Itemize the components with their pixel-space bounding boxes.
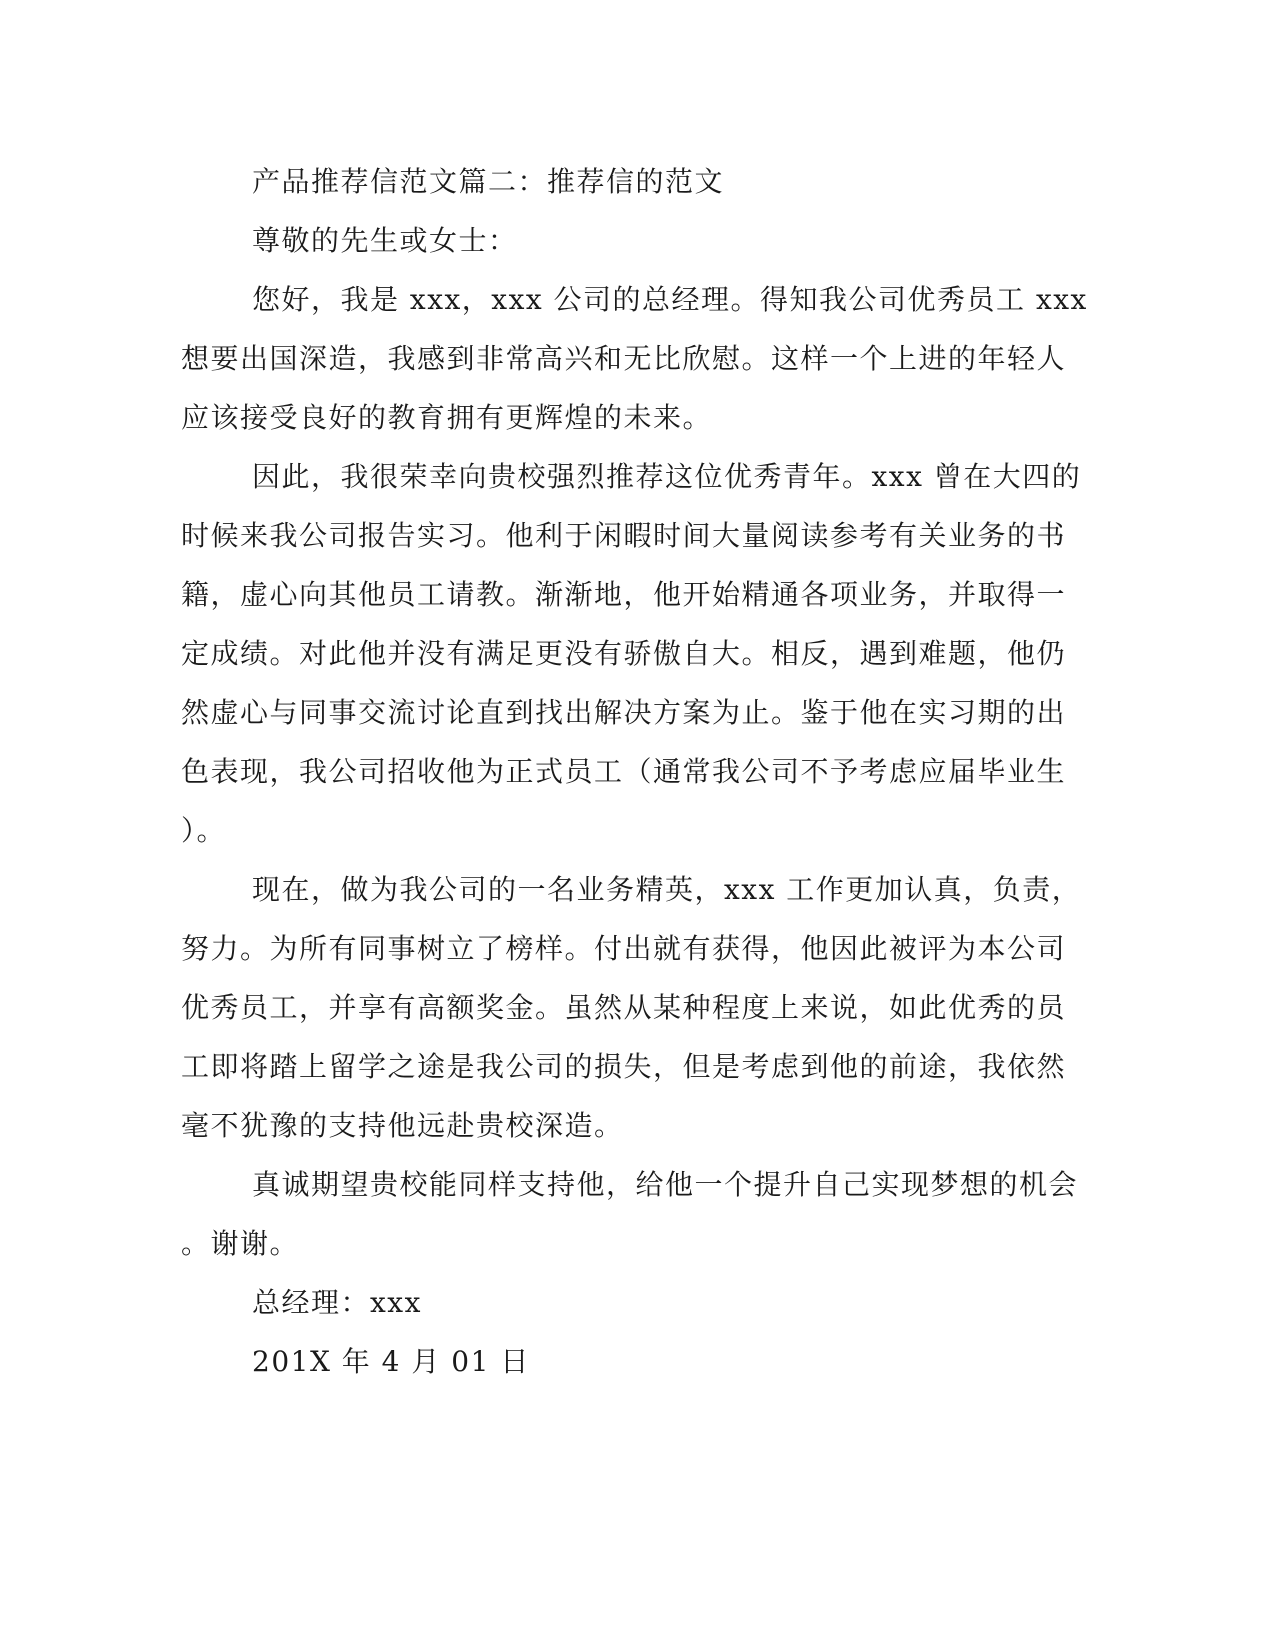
document-title: 产品推荐信范文篇二：推荐信的范文 xyxy=(252,165,725,198)
letter-body xyxy=(181,152,1088,1391)
paragraph-line: 然虚心与同事交流讨论直到找出解决方案为止。鉴于他在实习期的出 xyxy=(181,696,1067,729)
paragraph-line: 毫不犹豫的支持他远赴贵校深造。 xyxy=(181,1109,624,1142)
paragraph-line: 努力。为所有同事树立了榜样。付出就有获得，他因此被评为本公司 xyxy=(181,932,1067,965)
paragraph-line: 定成绩。对此他并没有满足更没有骄傲自大。相反，遇到难题，他仍 xyxy=(181,637,1067,670)
paragraph-closing xyxy=(181,1155,1079,1273)
salutation: 尊敬的先生或女士： xyxy=(252,224,518,257)
paragraph-line: 想要出国深造，我感到非常高兴和无比欣慰。这样一个上进的年轻人 xyxy=(181,342,1067,375)
paragraph-current-role xyxy=(181,860,1082,1155)
signature: 总经理：xxx xyxy=(252,1286,422,1319)
date: 201X 年 4 月 01 日 xyxy=(252,1345,530,1378)
paragraph-greeting xyxy=(181,270,1088,447)
paragraph-line: 。谢谢。 xyxy=(181,1227,300,1260)
paragraph-recommendation xyxy=(181,447,1082,860)
paragraph-line: 时候来我公司报告实习。他利于闲暇时间大量阅读参考有关业务的书 xyxy=(181,519,1067,552)
paragraph-line: 色表现，我公司招收他为正式员工（通常我公司不予考虑应届毕业生 xyxy=(181,755,1067,788)
paragraph-line: 真诚期望贵校能同样支持他，给他一个提升自己实现梦想的机会 xyxy=(252,1168,1079,1201)
paragraph-line: 优秀员工，并享有高额奖金。虽然从某种程度上来说，如此优秀的员 xyxy=(181,991,1067,1024)
paragraph-line: ）。 xyxy=(181,814,227,847)
paragraph-line: 工即将踏上留学之途是我公司的损失，但是考虑到他的前途，我依然 xyxy=(181,1050,1067,1083)
paragraph-line: 应该接受良好的教育拥有更辉煌的未来。 xyxy=(181,401,713,434)
paragraph-line: 因此，我很荣幸向贵校强烈推荐这位优秀青年。xxx 曾在大四的 xyxy=(252,460,1082,493)
paragraph-line: 籍，虚心向其他员工请教。渐渐地，他开始精通各项业务，并取得一 xyxy=(181,578,1067,611)
paragraph-line: 您好，我是 xxx，xxx 公司的总经理。得知我公司优秀员工 xxx xyxy=(252,283,1088,316)
paragraph-line: 现在，做为我公司的一名业务精英，xxx 工作更加认真，负责， xyxy=(252,873,1082,906)
